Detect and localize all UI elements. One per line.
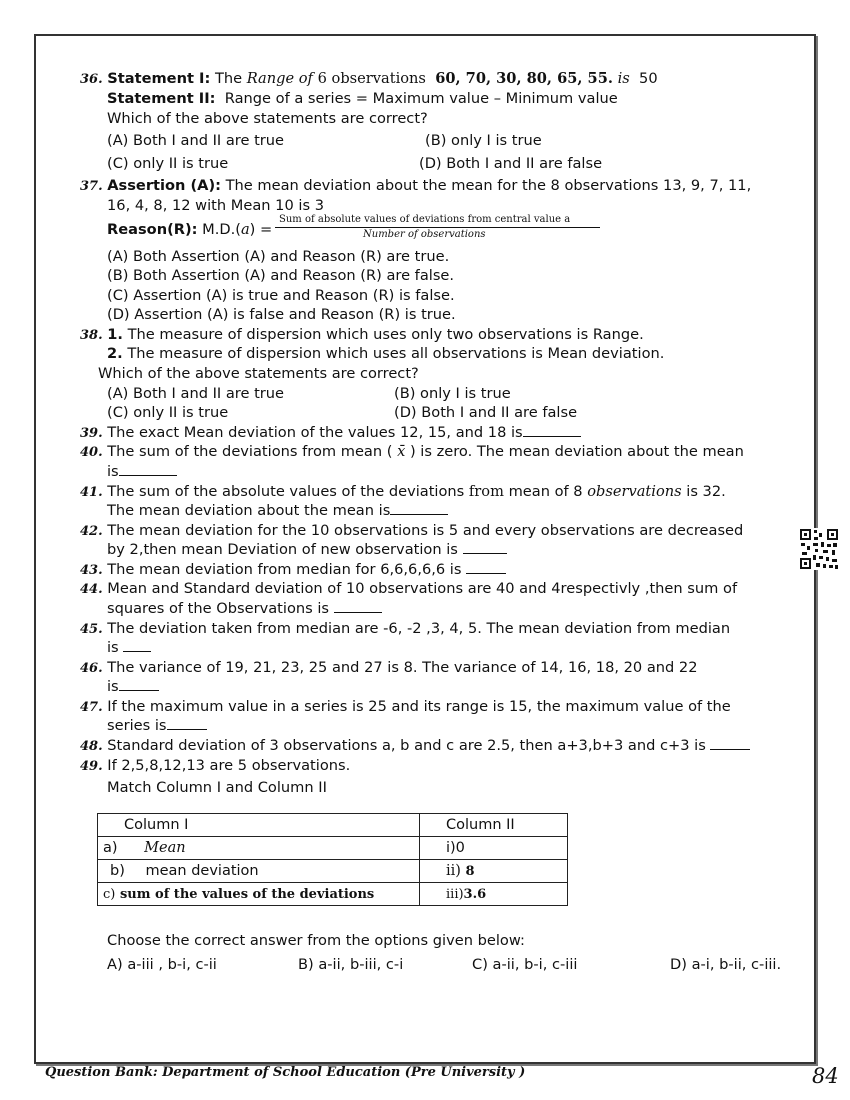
q43-blank	[466, 561, 506, 574]
q36-line1	[80, 70, 658, 89]
q46-text1: The variance of 19, 21, 23, 25 and 27 is 8. The variance of 14, 16, 18, 20 and 22	[107, 659, 698, 676]
q41-observations: observations	[587, 483, 682, 500]
row2-col2-key: ii)	[446, 863, 461, 879]
row1-value: Mean	[144, 840, 186, 856]
q45-line1	[80, 620, 730, 639]
q47-text2: series is	[107, 717, 167, 734]
footer-text: Question Bank: Department of School Education (Pre University )	[45, 1065, 526, 1080]
q40-line2	[107, 463, 177, 481]
q36-line2	[107, 90, 618, 108]
q37-assertion-text2: 16, 4, 8, 12 with Mean 10 is 3	[107, 197, 324, 214]
q43-text: The mean deviation from median for 6,6,6,6,6 is	[107, 561, 462, 578]
q38-line2	[107, 345, 664, 363]
table-row	[98, 883, 568, 906]
q37-option-b: (B) Both Assertion (A) and Reason (R) are false.	[107, 267, 455, 284]
q38-option-c: (C) only II is true	[107, 404, 229, 421]
q48-text: Standard deviation of 3 observations a, b and c are 2.5, then a+3,b+3 and c+3 is	[107, 737, 706, 754]
qr-code-icon	[799, 528, 839, 570]
table-row	[98, 860, 568, 883]
q38-s1-text: The measure of dispersion which uses only two observations is Range.	[127, 326, 644, 343]
q41-number: 41.	[80, 485, 103, 500]
q37-reason-a: a	[240, 221, 250, 238]
q37-option-a: (A) Both Assertion (A) and Reason (R) are true.	[107, 248, 450, 265]
q45-text1: The deviation taken from median are -6, -2 ,3, 4, 5. The mean deviation from median	[107, 620, 731, 637]
q46-blank	[119, 678, 159, 691]
row2-col2-value: 8	[465, 864, 475, 879]
q45-blank	[123, 639, 151, 652]
q36-s1-range-of: Range of	[246, 70, 313, 87]
q41-text4: The mean deviation about the mean is	[107, 502, 391, 519]
q36-option-d: (D) Both I and II are false	[419, 155, 603, 172]
q36-s1-text-a: The	[214, 70, 243, 87]
row3-key: c)	[103, 887, 116, 902]
q38-option-b: (B) only I is true	[394, 385, 511, 402]
q48-line	[80, 737, 750, 756]
row2-value: mean deviation	[145, 863, 259, 879]
q49-option-c: C) a-ii, b-i, c-iii	[472, 956, 578, 973]
q49-text2: Match Column I and Column II	[107, 779, 327, 796]
page-number: 84	[812, 1064, 839, 1088]
column2-header: Column II	[420, 814, 568, 837]
q36-statement2-text: Range of a series = Maximum value – Minimum value	[224, 90, 618, 107]
q36-s1-is: is	[617, 70, 630, 87]
q45-number: 45.	[80, 622, 103, 637]
q43-number: 43.	[80, 563, 103, 578]
q49-option-b: B) a-ii, b-iii, c-i	[298, 956, 404, 973]
q39-number: 39.	[80, 426, 103, 441]
q39-line	[80, 424, 581, 443]
row1-key: a)	[103, 840, 118, 856]
q41-from: from	[468, 483, 504, 500]
q37-option-d: (D) Assertion (A) is false and Reason (R) is true.	[107, 306, 456, 323]
q46-line1	[80, 659, 698, 678]
row2-col1	[98, 860, 420, 883]
q36-option-c: (C) only II is true	[107, 155, 229, 172]
q37-fraction-denominator: Number of observations	[363, 229, 486, 240]
q41-line1	[80, 483, 726, 502]
q49-option-a: A) a-iii , b-i, c-ii	[107, 956, 217, 973]
table-row	[98, 814, 568, 837]
row2-key: b)	[110, 863, 125, 879]
q47-blank	[167, 717, 207, 730]
q36-s1-answer: 50	[639, 70, 658, 87]
row1-col2: i)0	[420, 837, 568, 860]
q40-number: 40.	[80, 445, 103, 460]
q36-s1-observations: 6 observations	[317, 70, 426, 87]
q37-option-c: (C) Assertion (A) is true and Reason (R) is false.	[107, 287, 455, 304]
q36-option-b: (B) only I is true	[425, 132, 542, 149]
q42-line1	[80, 522, 743, 541]
q36-statement2-label: Statement II:	[107, 90, 216, 107]
q47-text1: If the maximum value in a series is 25 and its range is 15, the maximum value of the	[107, 698, 731, 715]
q36-prompt: Which of the above statements are correct?	[107, 110, 428, 127]
q46-text2: is	[107, 678, 119, 695]
q38-line1	[80, 326, 644, 345]
q49-choose: Choose the correct answer from the options given below:	[107, 932, 525, 949]
q41-line2	[107, 502, 448, 520]
q38-prompt: Which of the above statements are correct?	[98, 365, 419, 382]
q41-text3: is 32.	[686, 483, 726, 500]
q37-reason-md: M.D.(	[202, 221, 241, 238]
q48-number: 48.	[80, 739, 103, 754]
q49-option-d: D) a-i, b-ii, c-iii.	[670, 956, 782, 973]
row3-col2	[420, 883, 568, 906]
q46-number: 46.	[80, 661, 103, 676]
q39-blank	[523, 424, 581, 437]
q37-line1	[80, 177, 751, 196]
q40-xbar: x̄	[397, 443, 406, 460]
q36-option-a: (A) Both I and II are true	[107, 132, 285, 149]
q40-text3: is	[107, 463, 119, 480]
q37-reason-equals: ) =	[249, 221, 273, 238]
row2-col2	[420, 860, 568, 883]
q38-s2-text: The measure of dispersion which uses all observations is Mean deviation.	[127, 345, 665, 362]
q42-line2	[107, 541, 507, 559]
q42-text2: by 2,then mean Deviation of new observation is	[107, 541, 458, 558]
q36-s1-values: 60, 70, 30, 80, 65, 55.	[435, 70, 613, 87]
row3-col1	[98, 883, 420, 906]
table-row	[98, 837, 568, 860]
q36-number: 36.	[80, 72, 103, 87]
q47-line1	[80, 698, 731, 717]
q41-text2: mean of 8	[508, 483, 583, 500]
q42-number: 42.	[80, 524, 103, 539]
q40-text1: The sum of the deviations from mean (	[107, 443, 393, 460]
q48-blank	[710, 737, 750, 750]
q44-line1	[80, 580, 737, 599]
q45-text2: is	[107, 639, 119, 656]
q38-option-d: (D) Both I and II are false	[394, 404, 578, 421]
q44-text2: squares of the Observations is	[107, 600, 330, 617]
q47-number: 47.	[80, 700, 103, 715]
q37-assertion-label: Assertion (A):	[107, 177, 221, 194]
row3-col2-key: iii)	[446, 887, 464, 902]
q37-reason-line	[107, 221, 272, 239]
q47-line2	[107, 717, 207, 735]
q36-statement1-label: Statement I:	[107, 70, 211, 87]
q40-line1	[80, 443, 744, 462]
q37-fraction-numerator: Sum of absolute values of deviations from central value a	[279, 214, 571, 225]
q42-text1: The mean deviation for the 10 observations is 5 and every observations are decreased	[107, 522, 744, 539]
q37-assertion-text1: The mean deviation about the mean for the 8 observations 13, 9, 7, 11,	[225, 177, 752, 194]
q49-text1: If 2,5,8,12,13 are 5 observations.	[107, 757, 351, 774]
q46-line2	[107, 678, 159, 696]
q37-fraction-bar	[275, 227, 600, 228]
q44-number: 44.	[80, 582, 103, 597]
q38-s1-number: 1.	[107, 326, 123, 343]
q40-blank	[119, 463, 177, 476]
q38-s2-number: 2.	[107, 345, 123, 362]
row1-col1	[98, 837, 420, 860]
q37-reason-label: Reason(R):	[107, 221, 198, 238]
row3-value: sum of the values of the deviations	[119, 887, 375, 902]
q41-text1: The sum of the absolute values of the deviations	[107, 483, 465, 500]
q49-number: 49.	[80, 759, 103, 774]
q42-blank	[463, 541, 507, 554]
q45-line2	[107, 639, 151, 657]
q37-number: 37.	[80, 179, 103, 194]
q44-line2	[107, 600, 382, 618]
q44-blank	[334, 600, 382, 613]
q40-text2: ) is zero. The mean deviation about the mean	[409, 443, 744, 460]
match-table	[97, 813, 568, 906]
q43-line	[80, 561, 506, 580]
column1-header: Column I	[98, 814, 420, 837]
q49-line1	[80, 757, 350, 776]
row3-col2-value: 3.6	[463, 887, 487, 902]
q39-text: The exact Mean deviation of the values 12, 15, and 18 is	[107, 424, 523, 441]
q41-blank	[390, 502, 448, 515]
q44-text1: Mean and Standard deviation of 10 observations are 40 and 4respectivly ,then sum of	[107, 580, 738, 597]
q38-option-a: (A) Both I and II are true	[107, 385, 285, 402]
q38-number: 38.	[80, 328, 103, 343]
